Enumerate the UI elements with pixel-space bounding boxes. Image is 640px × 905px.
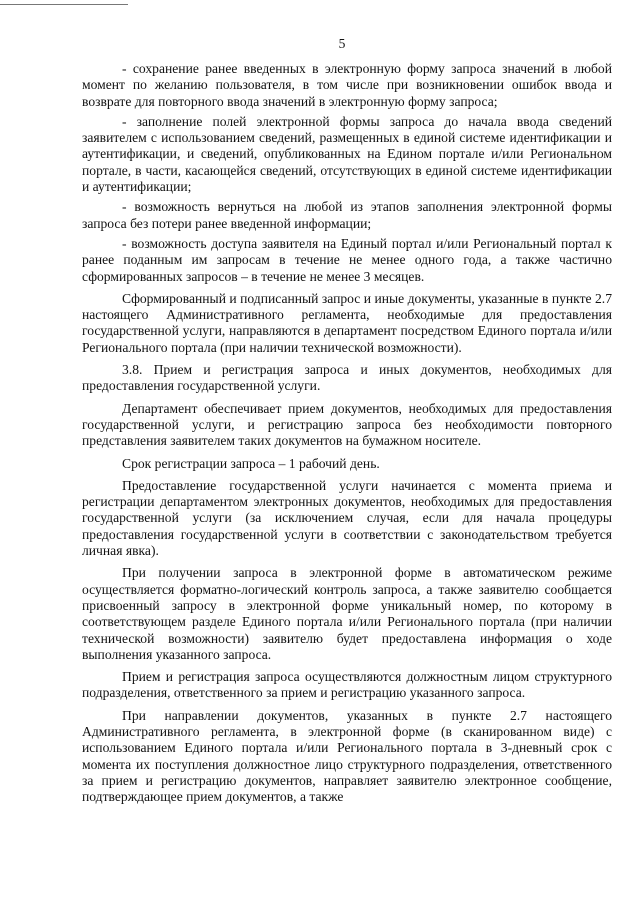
paragraph-list-item-2: - заполнение полей электронной формы запроса до начала ввода сведений заявителем с использованием сведений, размещенных в единой системе идентификации и аутентификации, и сведений, опубликованных на Едином портале и/или Региональном портале, в части, касающейся сведений, отсутствующих в единой системе идентификации и аутентификации; xyxy=(82,113,612,195)
paragraph-list-item-1: - сохранение ранее введенных в электронную форму запроса значений в любой момент по желанию пользователя, в том числе при возникновении ошибок ввода и возврате для повторного ввода значений в электронную форму запроса; xyxy=(82,61,612,109)
paragraph-registration-term: Срок регистрации запроса – 1 рабочий день. xyxy=(122,455,380,471)
paragraph-scanned-documents: При направлении документов, указанных в пункте 2.7 настоящего Административного регламента, в электронной форме (в сканированном виде) с использованием Единого портала и/или Регионального портала в 3-дневный срок с момента их поступления должностное лицо структурного подразделения, ответственного за прием и регистрацию документов, направляет заявителю электронное сообщение, подтверждающее прием документов, а также xyxy=(82,707,612,805)
paragraph-department: Департамент обеспечивает прием документов, необходимых для предоставления государственной услуги, и регистрацию запроса без необходимости повторного представления заявителем таких документов на бумажном носителе. xyxy=(82,400,612,449)
section-heading-3-8: 3.8. Прием и регистрация запроса и иных документов, необходимых для предоставления государственной услуги. xyxy=(82,362,612,394)
body-text xyxy=(82,61,612,805)
paragraph-service-start: Предоставление государственной услуги начинается с момента приема и регистрации департаментом электронных документов, необходимых для предоставления государственной услуги (за исключением случая, если для начала процедуры предоставления государственной услуги в соответствии с законодательством требуется личная явка). xyxy=(82,477,612,559)
page-number: 5 xyxy=(338,36,346,51)
paragraph-format-control: При получении запроса в электронной форме в автоматическом режиме осуществляется форматно-логический контроль запроса, а также заявителю сообщается присвоенный запросу в электронной форме уникальный номер, по которому в соответствующем разделе Единого портала и/или Регионального портала (при наличии технической возможности) заявителю будет предоставлена информация о ходе выполнения указанного запроса. xyxy=(82,565,612,662)
paragraph-submission: Сформированный и подписанный запрос и иные документы, указанные в пункте 2.7 настоящего Административного регламента, необходимые для предоставления государственной услуги, направляются в департамент посредством Единого портала и/или Регионального портала (при наличии технической возможности). xyxy=(82,290,612,355)
paragraph-list-item-4: - возможность доступа заявителя на Единый портал и/или Региональный портал к ранее поданным им запросам в течение не менее одного года, а также частично сформированных запросов – в течение не менее 3 месяцев. xyxy=(82,235,612,284)
scan-corner-line xyxy=(0,4,128,5)
paragraph-responsible-official: Прием и регистрация запроса осуществляются должностным лицом структурного подразделения, ответственного за прием и регистрацию указанного запроса. xyxy=(82,669,612,701)
paragraph-list-item-3: - возможность вернуться на любой из этапов заполнения электронной формы запроса без потери ранее введенной информации; xyxy=(82,199,612,231)
